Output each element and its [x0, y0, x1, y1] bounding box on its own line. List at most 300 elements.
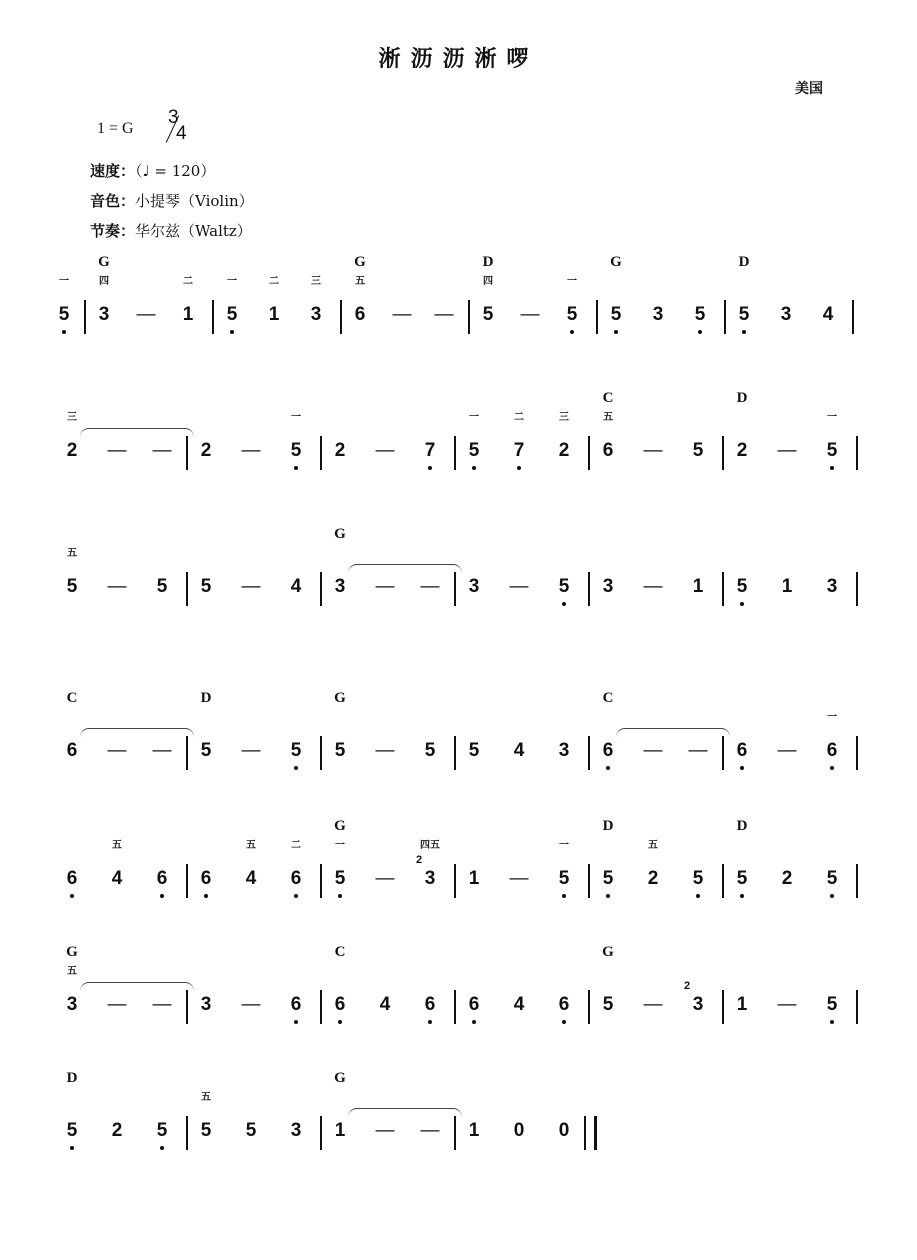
note-digit: — [375, 440, 395, 461]
fingering-mark: 一 [227, 276, 237, 287]
note [286, 868, 306, 890]
bar-line [186, 864, 188, 898]
note [62, 440, 82, 462]
note-digit: 6 [354, 304, 366, 325]
bar-line [186, 1116, 188, 1150]
note [94, 304, 114, 326]
note [196, 740, 216, 762]
note-digit: — [777, 994, 797, 1015]
note-digit: 6 [736, 740, 748, 761]
note [732, 440, 752, 462]
low-octave-dot [472, 1020, 476, 1024]
note [688, 994, 708, 1016]
dash-extension [136, 304, 156, 326]
note [690, 304, 710, 326]
note-digit: 2 [334, 440, 346, 461]
low-octave-dot [428, 1020, 432, 1024]
rhythm-label: 节奏： [90, 222, 136, 240]
fingering-mark: 一 [827, 712, 837, 723]
note [286, 440, 306, 462]
chord-symbol: G [66, 944, 78, 960]
bar-line [856, 436, 858, 470]
note [62, 868, 82, 890]
fingering-mark: 四 [483, 276, 493, 287]
note [554, 576, 574, 598]
dash-extension [241, 440, 261, 462]
note-digit: 5 [468, 440, 480, 461]
note-digit: 5 [826, 994, 838, 1015]
chord-symbol: D [738, 254, 750, 270]
dash-extension [375, 576, 395, 598]
note [598, 868, 618, 890]
low-octave-dot [62, 330, 66, 334]
fingering-mark: 一 [59, 276, 69, 287]
bar-line [320, 864, 322, 898]
note-digit: 3 [66, 994, 78, 1015]
note-digit: 2 [66, 440, 78, 461]
low-octave-dot [740, 766, 744, 770]
dash-extension [643, 994, 663, 1016]
note-digit: 5 [694, 304, 706, 325]
note-digit: 5 [200, 576, 212, 597]
note [464, 868, 484, 890]
dash-extension [777, 740, 797, 762]
fingering-mark: 五 [112, 840, 122, 851]
note [286, 1120, 306, 1142]
fingering-mark: 一 [335, 840, 345, 851]
dash-extension [241, 740, 261, 762]
note-digit: 3 [334, 576, 346, 597]
tempo-value: （♩ = 120） [135, 162, 216, 180]
bar-line [186, 436, 188, 470]
note-digit: 7 [513, 440, 525, 461]
dash-extension [643, 576, 663, 598]
fingering-mark: 五 [246, 840, 256, 851]
fingering-mark: 三 [311, 276, 321, 287]
bar-line [588, 990, 590, 1024]
dash-extension [520, 304, 540, 326]
low-octave-dot [830, 766, 834, 770]
note-digit: 2 [647, 868, 659, 889]
note-digit: 2 [558, 440, 570, 461]
chord-symbol: D [66, 1070, 78, 1086]
note [196, 1120, 216, 1142]
low-octave-dot [160, 894, 164, 898]
note-digit: — [509, 576, 529, 597]
low-octave-dot [294, 466, 298, 470]
note-digit: 4 [245, 868, 257, 889]
note [478, 304, 498, 326]
bar-line [856, 864, 858, 898]
fingering-mark: 五 [603, 412, 613, 423]
note [330, 576, 350, 598]
bar-line [596, 300, 598, 334]
note [107, 1120, 127, 1142]
note-digit: 1 [692, 576, 704, 597]
note-digit: 5 [692, 440, 704, 461]
bar-line [588, 436, 590, 470]
note-digit: 1 [182, 304, 194, 325]
note [822, 576, 842, 598]
tempo-line [90, 160, 215, 181]
note-digit: — [375, 576, 395, 597]
note [732, 740, 752, 762]
note-digit: — [152, 994, 172, 1015]
bar-line [454, 572, 456, 606]
bar-line [84, 300, 86, 334]
note-digit: 5 [826, 868, 838, 889]
bar-line [454, 736, 456, 770]
note-digit: 3 [652, 304, 664, 325]
fingering-mark: 二 [514, 412, 524, 423]
note-digit: — [509, 868, 529, 889]
bar-line [722, 436, 724, 470]
bar-line [320, 436, 322, 470]
fingering-mark: 二 [269, 276, 279, 287]
low-octave-dot [830, 1020, 834, 1024]
note [822, 440, 842, 462]
note [241, 1120, 261, 1142]
note-digit: 1 [736, 994, 748, 1015]
note-digit: 5 [58, 304, 70, 325]
note-digit: 3 [780, 304, 792, 325]
chord-symbol: D [200, 690, 212, 706]
note [330, 440, 350, 462]
note [464, 1120, 484, 1142]
fingering-mark: 四五 [420, 840, 440, 851]
note [509, 994, 529, 1016]
note [330, 994, 350, 1016]
note [464, 740, 484, 762]
fingering-mark: 一 [291, 412, 301, 423]
note-digit: — [241, 994, 261, 1015]
dash-extension [375, 868, 395, 890]
note [264, 304, 284, 326]
note-digit: 6 [290, 868, 302, 889]
bar-line [722, 736, 724, 770]
note-digit: 5 [424, 740, 436, 761]
low-octave-dot [606, 766, 610, 770]
tie-arc [348, 564, 462, 573]
note-digit: 4 [513, 994, 525, 1015]
note [178, 304, 198, 326]
chord-symbol: G [98, 254, 110, 270]
dash-extension [688, 740, 708, 762]
note-digit: 1 [468, 868, 480, 889]
fingering-mark: 一 [469, 412, 479, 423]
timbre-line [90, 190, 254, 211]
dash-extension [107, 440, 127, 462]
note [822, 994, 842, 1016]
fingering-mark: 一 [567, 276, 577, 287]
bar-line [722, 864, 724, 898]
note-digit: 6 [826, 740, 838, 761]
note [286, 576, 306, 598]
note [196, 576, 216, 598]
note-digit: 5 [736, 868, 748, 889]
time-signature [168, 107, 187, 144]
note-digit: 5 [566, 304, 578, 325]
note-digit: 1 [781, 576, 793, 597]
dash-extension [509, 868, 529, 890]
note-digit: 5 [602, 994, 614, 1015]
note-digit: 3 [468, 576, 480, 597]
note-digit: 0 [558, 1120, 570, 1141]
dash-extension [107, 740, 127, 762]
tie-arc [348, 1108, 462, 1117]
note [420, 994, 440, 1016]
low-octave-dot [160, 1146, 164, 1150]
note-digit: 6 [200, 868, 212, 889]
fingering-mark: 五 [201, 1092, 211, 1103]
note-digit: — [152, 740, 172, 761]
note-digit: — [392, 304, 412, 325]
chord-symbol: C [66, 690, 78, 706]
note-digit: 4 [111, 868, 123, 889]
note [554, 440, 574, 462]
note-digit: 5 [290, 740, 302, 761]
low-octave-dot [606, 894, 610, 898]
note [306, 304, 326, 326]
note [509, 440, 529, 462]
time-denominator: 4 [176, 123, 187, 144]
note-digit: 5 [736, 576, 748, 597]
bar-line [454, 436, 456, 470]
note [688, 576, 708, 598]
note [420, 740, 440, 762]
chord-symbol: D [482, 254, 494, 270]
note-digit: 6 [334, 994, 346, 1015]
note-digit: 6 [66, 868, 78, 889]
note-digit: — [241, 440, 261, 461]
low-octave-dot [614, 330, 618, 334]
note-digit: — [643, 994, 663, 1015]
bar-line [588, 736, 590, 770]
note-digit: 5 [558, 576, 570, 597]
note-digit: — [375, 740, 395, 761]
note-digit: 4 [513, 740, 525, 761]
note [464, 576, 484, 598]
note-digit: 5 [200, 1120, 212, 1141]
chord-symbol: G [334, 690, 346, 706]
timbre-label: 音色： [90, 192, 136, 210]
note [688, 440, 708, 462]
fingering-mark: 二 [291, 840, 301, 851]
dash-extension [241, 576, 261, 598]
note-digit: — [136, 304, 156, 325]
bar-line [856, 572, 858, 606]
dash-extension [420, 1120, 440, 1142]
note [286, 740, 306, 762]
grace-note: 2 [416, 854, 423, 866]
note-digit: 5 [156, 1120, 168, 1141]
bar-line [454, 864, 456, 898]
low-octave-dot [562, 602, 566, 606]
low-octave-dot [338, 894, 342, 898]
note [818, 304, 838, 326]
fingering-mark: 一 [559, 840, 569, 851]
note-digit: 6 [602, 740, 614, 761]
note-digit: 5 [245, 1120, 257, 1141]
note-digit: 3 [558, 740, 570, 761]
note-digit: 2 [781, 868, 793, 889]
note-digit: 5 [334, 740, 346, 761]
low-octave-dot [294, 1020, 298, 1024]
note [152, 1120, 172, 1142]
bar-line [588, 864, 590, 898]
low-octave-dot [230, 330, 234, 334]
note [196, 868, 216, 890]
chord-symbol: C [334, 944, 346, 960]
note-digit: 3 [692, 994, 704, 1015]
note [554, 868, 574, 890]
note [54, 304, 74, 326]
note-digit: 5 [558, 868, 570, 889]
low-octave-dot [740, 894, 744, 898]
note [776, 304, 796, 326]
time-numerator: 3 [168, 107, 179, 128]
note [509, 1120, 529, 1142]
key-signature: 1 = G [97, 120, 134, 137]
dash-extension [375, 1120, 395, 1142]
note [777, 576, 797, 598]
note-digit: — [375, 1120, 395, 1141]
note-digit: 6 [66, 740, 78, 761]
dash-extension [152, 740, 172, 762]
low-octave-dot [294, 766, 298, 770]
low-octave-dot [562, 894, 566, 898]
note [152, 868, 172, 890]
note [330, 1120, 350, 1142]
note [732, 576, 752, 598]
low-octave-dot [696, 894, 700, 898]
note [777, 868, 797, 890]
bar-line [454, 990, 456, 1024]
note [822, 868, 842, 890]
tie-arc [80, 982, 194, 991]
note-digit: — [777, 440, 797, 461]
note [286, 994, 306, 1016]
note-digit: 3 [200, 994, 212, 1015]
low-octave-dot [830, 894, 834, 898]
note-digit: — [434, 304, 454, 325]
note-digit: 4 [290, 576, 302, 597]
dash-extension [375, 740, 395, 762]
tie-arc [80, 428, 194, 437]
bar-line [186, 736, 188, 770]
note [62, 576, 82, 598]
fingering-mark: 三 [67, 412, 77, 423]
chord-symbol: C [602, 690, 614, 706]
dash-extension [777, 994, 797, 1016]
note-digit: 0 [513, 1120, 525, 1141]
note-digit: 5 [826, 440, 838, 461]
dash-extension [643, 440, 663, 462]
dash-extension [509, 576, 529, 598]
note-digit: 5 [468, 740, 480, 761]
fingering-mark: 五 [648, 840, 658, 851]
note-digit: 3 [826, 576, 838, 597]
bar-line [856, 990, 858, 1024]
note-digit: — [643, 740, 663, 761]
note-digit: 5 [156, 576, 168, 597]
low-octave-dot [562, 1020, 566, 1024]
note-digit: 5 [226, 304, 238, 325]
note [598, 740, 618, 762]
low-octave-dot [698, 330, 702, 334]
rhythm-line [90, 220, 252, 241]
dash-extension [434, 304, 454, 326]
bar-line [340, 300, 342, 334]
note-digit: 5 [482, 304, 494, 325]
note-digit: 5 [66, 576, 78, 597]
dash-extension [152, 440, 172, 462]
note-digit: — [107, 440, 127, 461]
note-digit: 3 [290, 1120, 302, 1141]
bar-line [212, 300, 214, 334]
note-digit: 2 [736, 440, 748, 461]
low-octave-dot [204, 894, 208, 898]
bar-line [468, 300, 470, 334]
note-digit: — [241, 576, 261, 597]
note-digit: 5 [290, 440, 302, 461]
note-digit: — [241, 740, 261, 761]
dash-extension [375, 440, 395, 462]
note [554, 994, 574, 1016]
dash-extension [392, 304, 412, 326]
chord-symbol: G [334, 1070, 346, 1086]
note [732, 994, 752, 1016]
note-digit: 5 [66, 1120, 78, 1141]
note [420, 868, 440, 890]
note-digit: 4 [822, 304, 834, 325]
note [598, 576, 618, 598]
note [598, 440, 618, 462]
fingering-mark: 一 [827, 412, 837, 423]
chord-symbol: G [334, 526, 346, 542]
note [562, 304, 582, 326]
note [688, 868, 708, 890]
bar-line [722, 990, 724, 1024]
note [375, 994, 395, 1016]
note-digit: 6 [290, 994, 302, 1015]
note-digit: 1 [268, 304, 280, 325]
chord-symbol: G [610, 254, 622, 270]
note [152, 576, 172, 598]
note-digit: 6 [602, 440, 614, 461]
low-octave-dot [740, 602, 744, 606]
tempo-label: 速度： [90, 162, 136, 180]
song-title: 淅沥沥淅啰 [378, 46, 539, 72]
note [107, 868, 127, 890]
note [222, 304, 242, 326]
bar-line [186, 572, 188, 606]
note [554, 740, 574, 762]
note-digit: 4 [379, 994, 391, 1015]
note [241, 868, 261, 890]
note-digit: 3 [310, 304, 322, 325]
low-octave-dot [70, 894, 74, 898]
bar-line [320, 572, 322, 606]
chord-symbol: D [736, 390, 748, 406]
fingering-mark: 五 [355, 276, 365, 287]
timbre-value: 小提琴（Violin） [135, 192, 254, 210]
note-digit: — [643, 440, 663, 461]
note-digit: — [420, 576, 440, 597]
low-octave-dot [294, 894, 298, 898]
chord-symbol: D [602, 818, 614, 834]
note-digit: 7 [424, 440, 436, 461]
